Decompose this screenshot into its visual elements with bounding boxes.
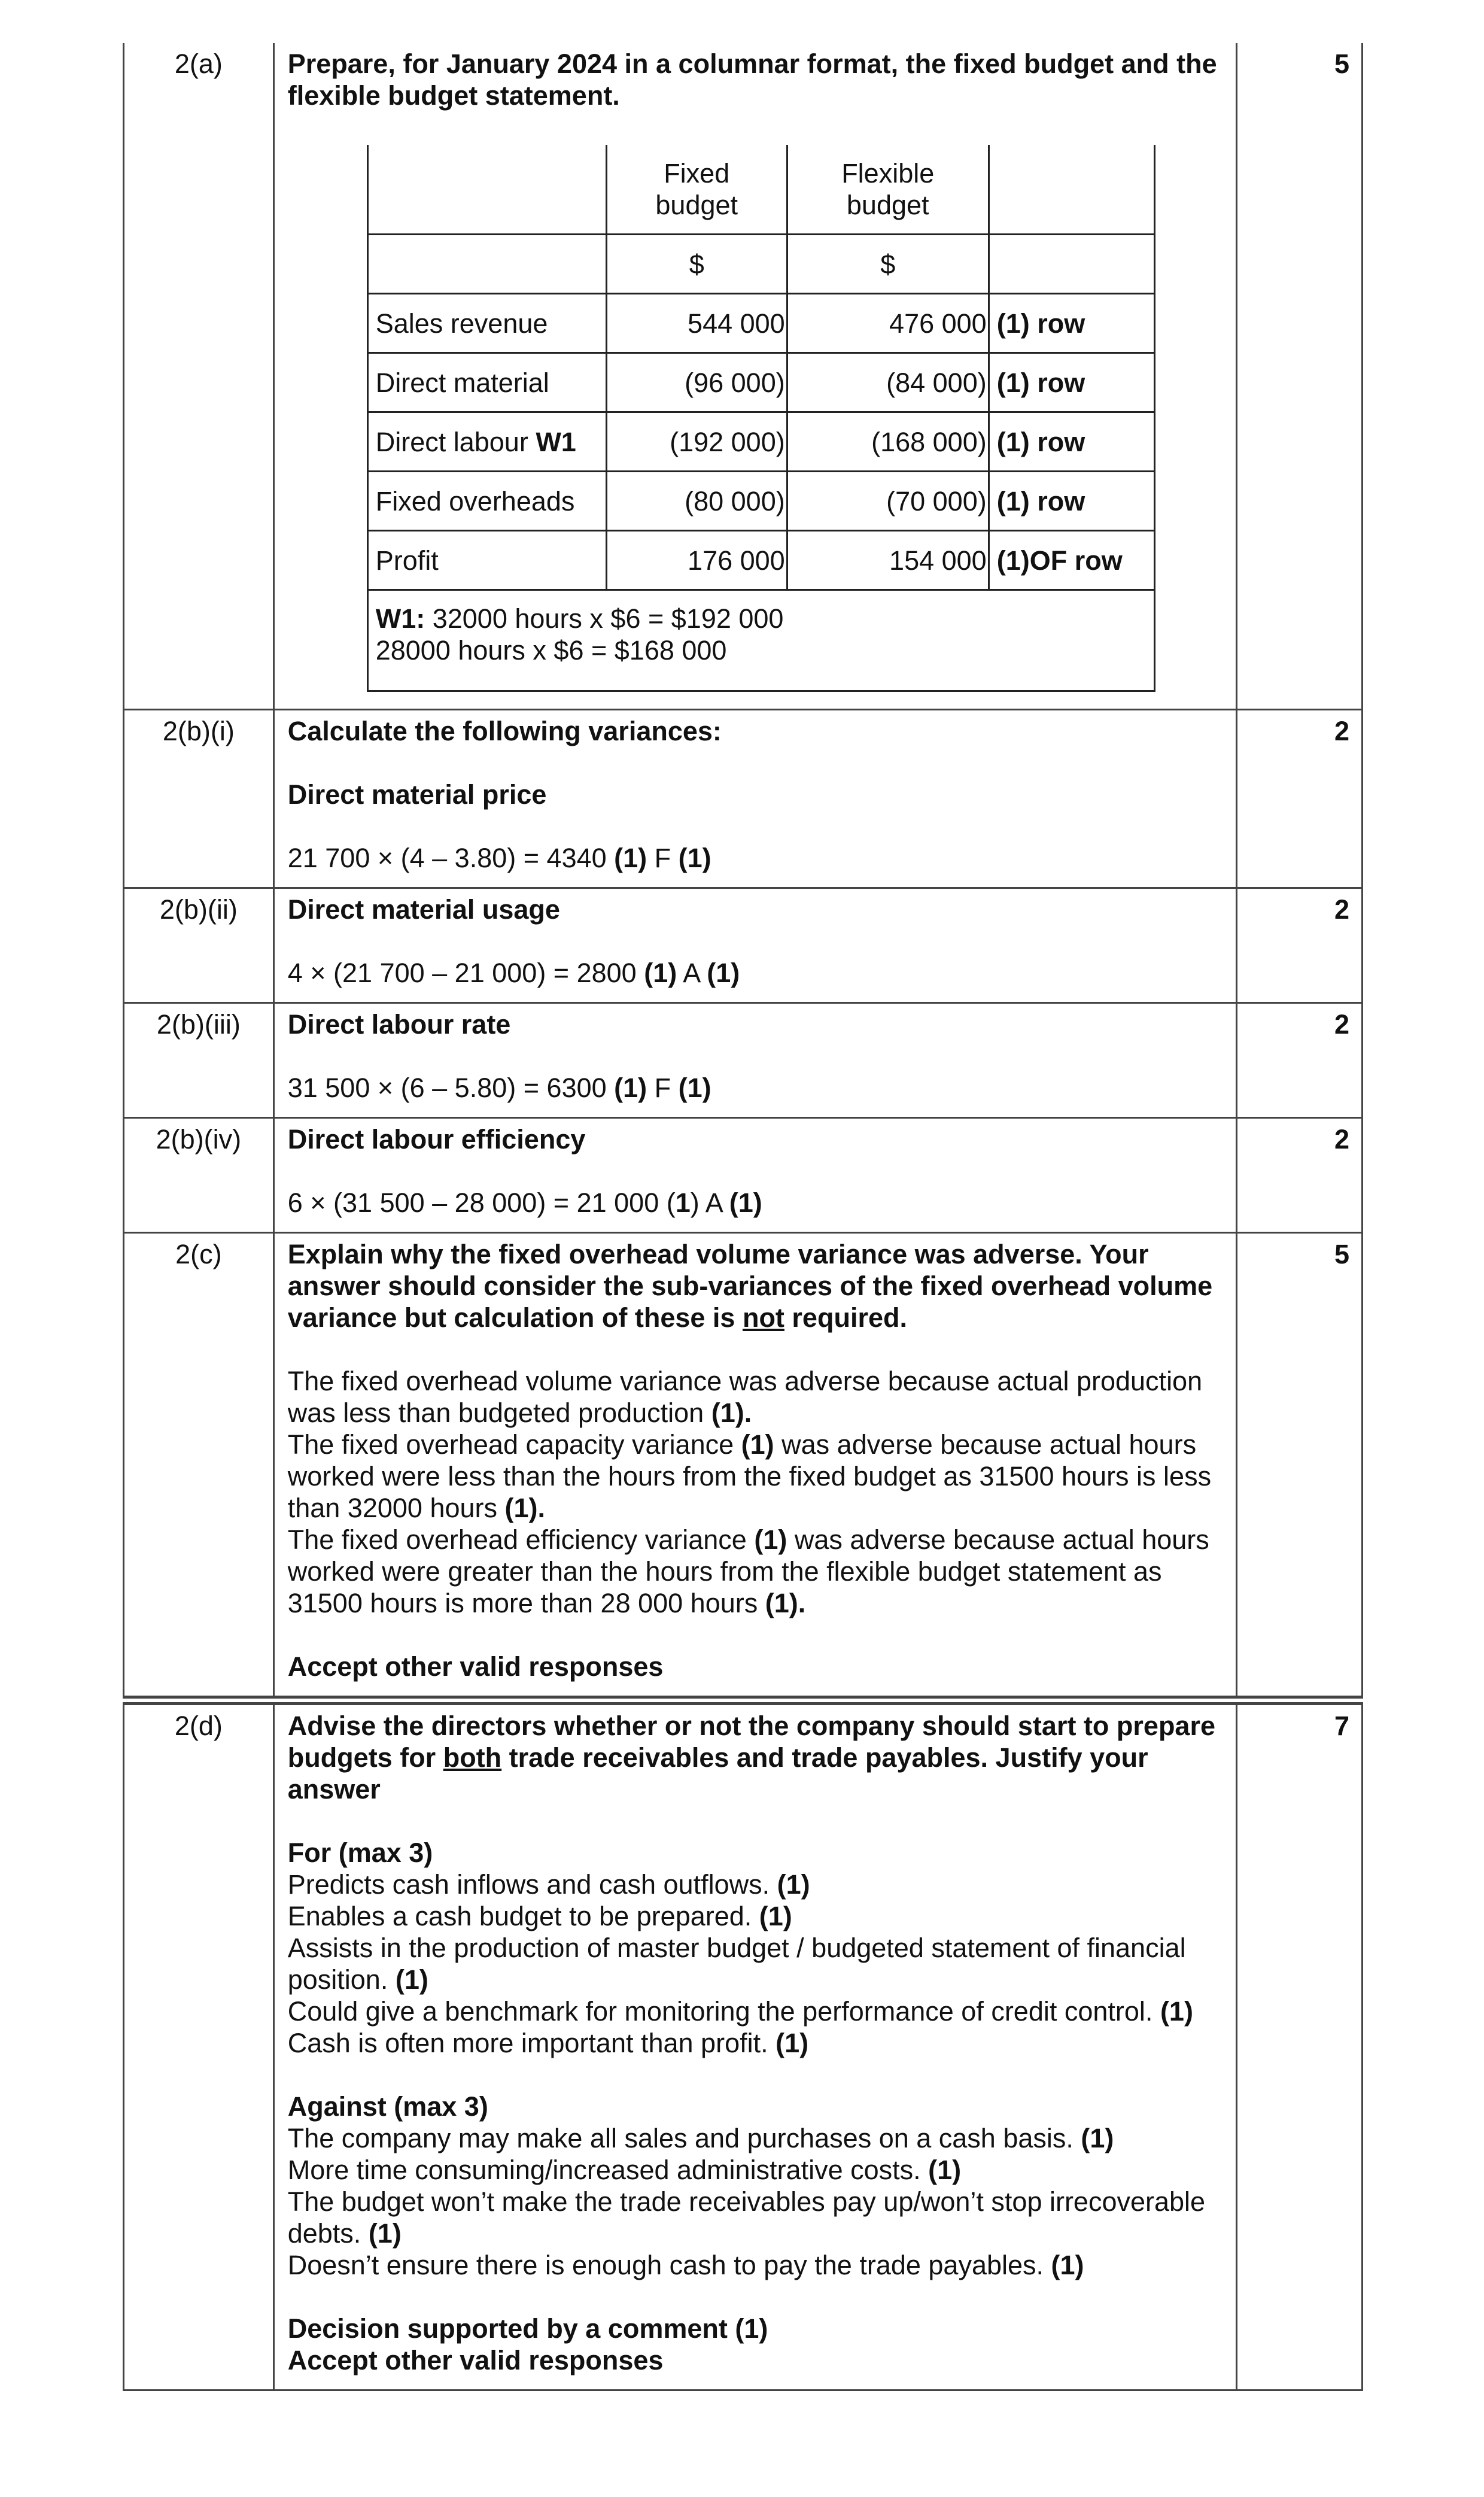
budget-header-row (367, 145, 1154, 235)
answer-cell (273, 1233, 1237, 1701)
decision-note: Decision supported by a comment (1) (287, 2313, 768, 2344)
marks: 2 (1237, 1003, 1363, 1118)
question-heading: Prepare, for January 2024 in a columnar format, the fixed budget and the flexible budget statement. (287, 48, 1217, 111)
mark-scheme-table (123, 43, 1363, 2391)
fixed-value: (80 000) (606, 472, 787, 531)
fixed-value: 176 000 (606, 531, 787, 590)
header-flexible-budget: Flexible budget (787, 145, 989, 235)
answer-cell (273, 1118, 1237, 1233)
question-number: 2(b)(iv) (124, 1118, 274, 1233)
marks: 2 (1237, 710, 1363, 888)
list-item: The budget won’t make the trade receivables pay up/won’t stop irrecoverable debts. (1) (287, 2186, 1206, 2249)
row-2c (124, 1233, 1363, 1701)
question-number: 2(c) (124, 1233, 274, 1701)
accept-note: Accept other valid responses (287, 2345, 664, 2376)
list-item: Enables a cash budget to be prepared. (1) (287, 1901, 792, 1931)
variance-calculation: 6 × (31 500 – 28 000) = 21 000 (1) A (1) (287, 1187, 762, 1218)
list-item: Could give a benchmark for monitoring the performance of credit control. (1) (287, 1996, 1193, 2027)
working-w1: W1: 32000 hours x $6 = $192 000 28000 hours x $6 = $168 000 (367, 590, 1154, 691)
marks: 2 (1237, 888, 1363, 1003)
budget-row (367, 412, 1154, 472)
budget-row (367, 353, 1154, 412)
row-label: Direct material (367, 353, 606, 412)
answer-cell (273, 1700, 1237, 2390)
accept-note: Accept other valid responses (287, 1651, 664, 1682)
currency-fixed: $ (606, 235, 787, 294)
row-label: Profit (367, 531, 606, 590)
flexible-value: 154 000 (787, 531, 989, 590)
answer-cell (273, 888, 1237, 1003)
flexible-value: (168 000) (787, 412, 989, 472)
marks: 7 (1237, 1700, 1363, 2390)
answer-cell (273, 43, 1237, 710)
fixed-value: 544 000 (606, 294, 787, 353)
list-item: The company may make all sales and purchases on a cash basis. (1) (287, 2123, 1114, 2153)
question-number: 2(a) (124, 43, 274, 710)
marks: 5 (1237, 43, 1363, 710)
row-2bi (124, 710, 1363, 888)
flexible-value: 476 000 (787, 294, 989, 353)
budget-table (367, 145, 1155, 692)
row-label: Direct labour W1 (367, 412, 606, 472)
variance-calculation: 31 500 × (6 – 5.80) = 6300 (1) F (1) (287, 1073, 711, 1103)
question-number: 2(b)(iii) (124, 1003, 274, 1118)
list-item: More time consuming/increased administrative costs. (1) (287, 2155, 962, 2185)
currency-flexible: $ (787, 235, 989, 294)
budget-row (367, 472, 1154, 531)
working-row (367, 590, 1154, 691)
variance-calculation: 21 700 × (4 – 3.80) = 4340 (1) F (1) (287, 843, 711, 873)
row-label: Fixed overheads (367, 472, 606, 531)
question-number: 2(b)(i) (124, 710, 274, 888)
variance-title: Direct material price (287, 779, 547, 810)
answer-paragraph: The fixed overhead efficiency variance (1) was adverse because actual hours worked were greater than the hours from the flexible budget statement as 31500 hours is more than 28 000 hours (1). (287, 1524, 1209, 1618)
row-mark: (1) row (989, 353, 1154, 412)
variance-title: Direct material usage (287, 894, 560, 925)
variance-title: Direct labour efficiency (287, 1124, 586, 1155)
row-mark: (1) row (989, 472, 1154, 531)
currency-row (367, 235, 1154, 294)
row-2biv (124, 1118, 1363, 1233)
list-item: Doesn’t ensure there is enough cash to pay the trade payables. (1) (287, 2250, 1084, 2280)
row-2d (124, 1700, 1363, 2390)
marks: 2 (1237, 1118, 1363, 1233)
flexible-value: (70 000) (787, 472, 989, 531)
list-item: Cash is often more important than profit. (1) (287, 2028, 809, 2058)
list-item: Assists in the production of master budget / budgeted statement of financial position. (1) (287, 1933, 1186, 1995)
row-2biii (124, 1003, 1363, 1118)
budget-row (367, 294, 1154, 353)
marks: 5 (1237, 1233, 1363, 1701)
question-heading: Calculate the following variances: (287, 716, 722, 746)
list-item: Predicts cash inflows and cash outflows. (1) (287, 1869, 810, 1900)
row-mark: (1)OF row (989, 531, 1154, 590)
answer-paragraph: The fixed overhead capacity variance (1) was adverse because actual hours worked were less than the hours from the fixed budget as 31500 hours is less than 32000 hours (1). (287, 1429, 1212, 1523)
row-2bii (124, 888, 1363, 1003)
question-number: 2(d) (124, 1700, 274, 2390)
row-mark: (1) row (989, 412, 1154, 472)
answer-cell (273, 710, 1237, 888)
row-2a (124, 43, 1363, 710)
for-title: For (max 3) (287, 1837, 433, 1868)
fixed-value: (192 000) (606, 412, 787, 472)
answer-cell (273, 1003, 1237, 1118)
variance-calculation: 4 × (21 700 – 21 000) = 2800 (1) A (1) (287, 958, 740, 988)
answer-paragraph: The fixed overhead volume variance was adverse because actual production was less than budgeted production (1). (287, 1366, 1203, 1428)
budget-row (367, 531, 1154, 590)
question-heading: Advise the directors whether or not the company should start to prepare budgets for both trade receivables and trade payables. Justify your answer (287, 1711, 1215, 1805)
row-label: Sales revenue (367, 294, 606, 353)
row-mark: (1) row (989, 294, 1154, 353)
question-heading: Explain why the fixed overhead volume variance was adverse. Your answer should consider the sub-variances of the fixed overhead volume variance but calculation of these is not required. (287, 1239, 1213, 1333)
against-title: Against (max 3) (287, 2091, 488, 2122)
variance-title: Direct labour rate (287, 1009, 511, 1040)
flexible-value: (84 000) (787, 353, 989, 412)
fixed-value: (96 000) (606, 353, 787, 412)
header-fixed-budget: Fixed budget (606, 145, 787, 235)
question-number: 2(b)(ii) (124, 888, 274, 1003)
